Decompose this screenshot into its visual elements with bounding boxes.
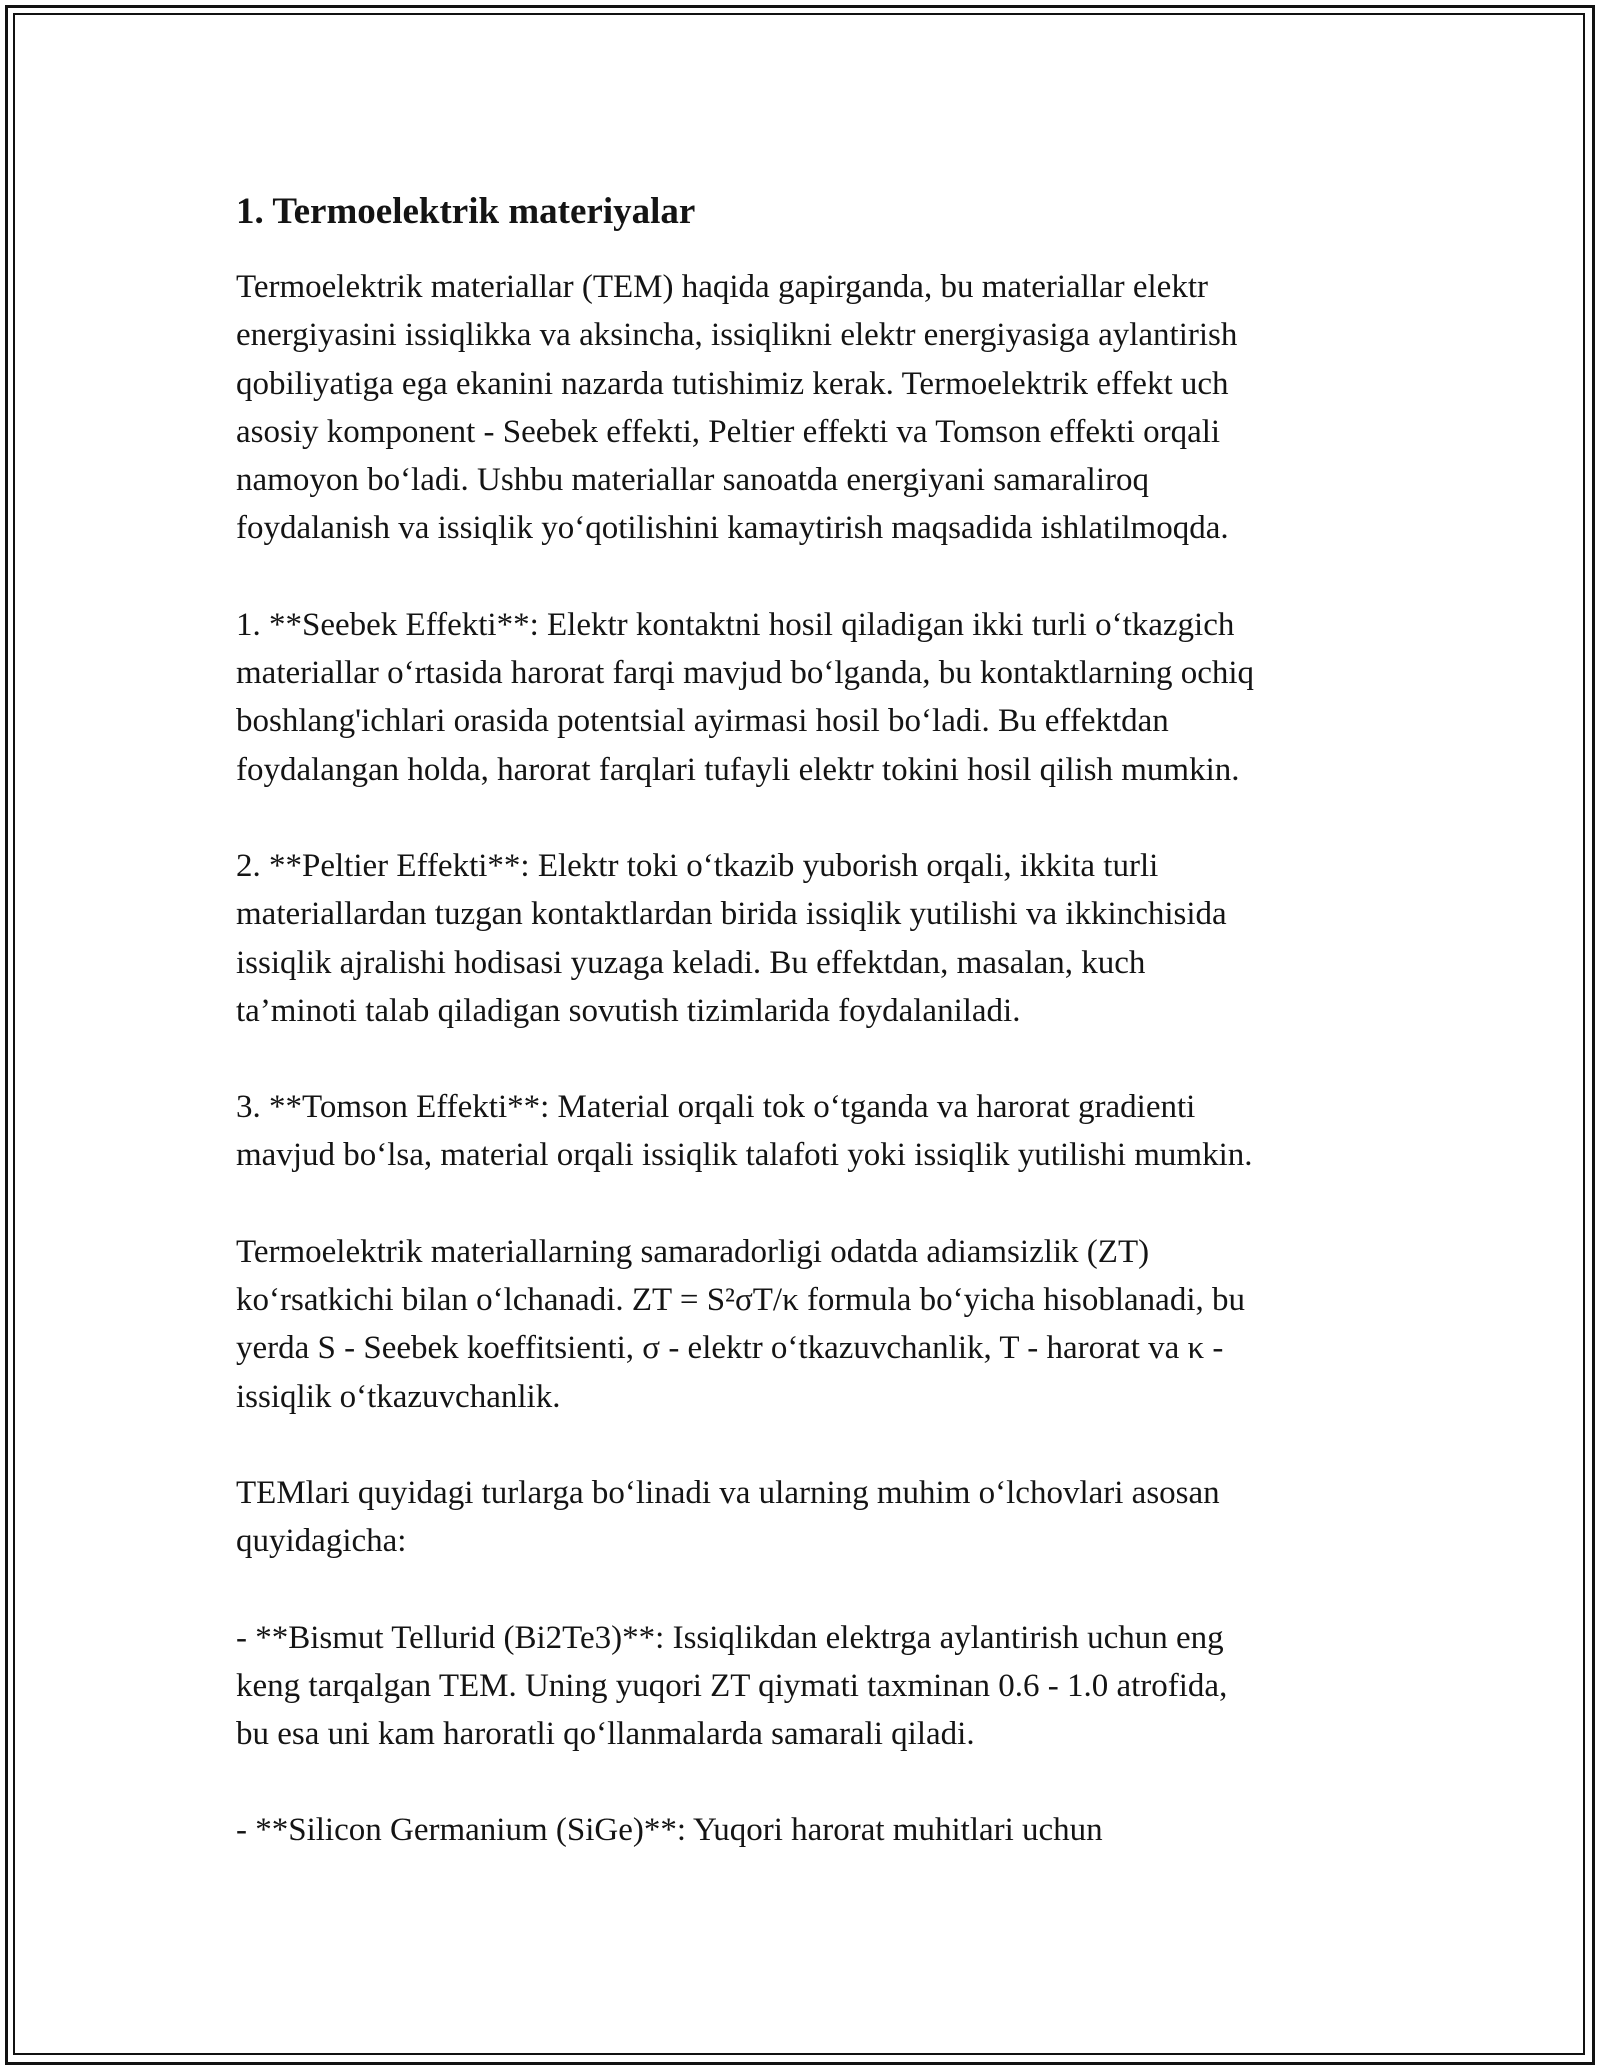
text-line: ko‘rsatkichi bilan o‘lchanadi. ZT = S²σT/κ formula bo‘yicha hisoblanadi, bu: [236, 1282, 1245, 1319]
text-line: issiqlik ajralishi hodisasi yuzaga keladi. Bu effektdan, masalan, kuch: [236, 944, 1146, 981]
text-line: - **Bismut Tellurid (Bi2Te3)**: Issiqlikdan elektrga aylantirish uchun eng: [236, 1619, 1224, 1656]
text-line: bu esa uni kam haroratli qo‘llanmalarda samarali qiladi.: [236, 1716, 975, 1753]
list-item-bismuth-telluride: [236, 1614, 1376, 1759]
text-line: TEMlari quyidagi turlarga bo‘linadi va ularning muhim o‘lchovlari asosan: [236, 1474, 1220, 1511]
text-line: 2. **Peltier Effekti**: Elektr toki o‘tkazib yuborish orqali, ikkita turli: [236, 847, 1159, 884]
text-line: materiallardan tuzgan kontaktlardan birida issiqlik yutilishi va ikkinchisida: [236, 896, 1227, 933]
text-line: asosiy komponent - Seebek effekti, Peltier effekti va Tomson effekti orqali: [236, 413, 1221, 450]
text-line: - **Silicon Germanium (SiGe)**: Yuqori harorat muhitlari uchun: [236, 1812, 1103, 1849]
paragraph-seebek-effect: [236, 601, 1376, 794]
text-line: namoyon bo‘ladi. Ushbu materiallar sanoatda energiyani samaraliroq: [236, 462, 1150, 499]
text-line: boshlang'ichlari orasida potentsial ayirmasi hosil bo‘ladi. Bu effektdan: [236, 703, 1169, 740]
paragraph-zt-formula: [236, 1228, 1376, 1421]
text-line: Termoelektrik materiallarning samaradorligi odatda adiamsizlik (ZT): [236, 1233, 1150, 1270]
document-body: [236, 188, 1376, 1855]
paragraph-intro: [236, 263, 1376, 553]
document-title: 1. Termoelektrik materiyalar: [236, 191, 696, 232]
text-line: yerda S - Seebek koeffitsienti, σ - elektr o‘tkazuvchanlik, T - harorat va κ -: [236, 1330, 1224, 1367]
paragraph-tem-types: [236, 1469, 1376, 1566]
list-item-silicon-germanium: [236, 1806, 1376, 1854]
text-line: ta’minoti talab qiladigan sovutish tizimlarida foydalaniladi.: [236, 992, 1021, 1029]
text-line: foydalangan holda, harorat farqlari tufayli elektr tokini hosil qilish mumkin.: [236, 751, 1240, 788]
text-line: foydalanish va issiqlik yo‘qotilishini kamaytirish maqsadida ishlatilmoqda.: [236, 510, 1229, 547]
text-line: issiqlik o‘tkazuvchanlik.: [236, 1378, 561, 1415]
text-line: quyidagicha:: [236, 1523, 407, 1560]
paragraph-tomson-effect: [236, 1083, 1376, 1180]
paragraph-peltier-effect: [236, 842, 1376, 1035]
text-line: keng tarqalgan TEM. Uning yuqori ZT qiymati taxminan 0.6 - 1.0 atrofida,: [236, 1667, 1228, 1704]
text-line: Termoelektrik materiallar (TEM) haqida gapirganda, bu materiallar elektr: [236, 269, 1208, 305]
text-line: 1. **Seebek Effekti**: Elektr kontaktni hosil qiladigan ikki turli o‘tkazgich: [236, 606, 1235, 643]
text-line: 3. **Tomson Effekti**: Material orqali tok o‘tganda va harorat gradienti: [236, 1089, 1196, 1126]
text-line: materiallar o‘rtasida harorat farqi mavjud bo‘lganda, bu kontaktlarning ochiq: [236, 655, 1255, 692]
text-line: energiyasini issiqlikka va aksincha, issiqlikni elektr energiyasiga aylantirish: [236, 317, 1238, 354]
text-line: qobiliyatiga ega ekanini nazarda tutishimiz kerak. Termoelektrik effekt uch: [236, 365, 1229, 402]
text-line: mavjud bo‘lsa, material orqali issiqlik talafoti yoki issiqlik yutilishi mumkin.: [236, 1137, 1253, 1174]
